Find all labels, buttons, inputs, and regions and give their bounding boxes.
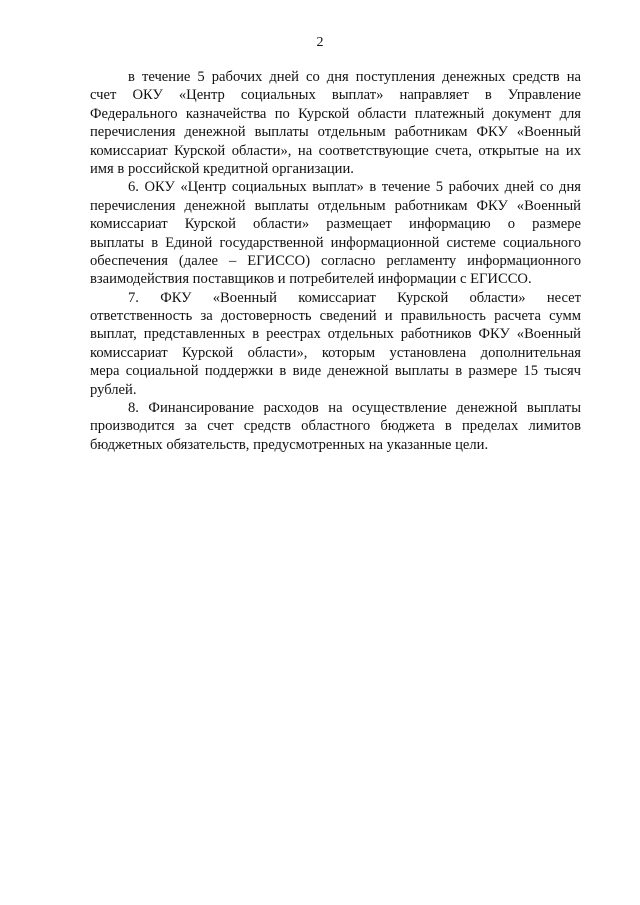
document-body bbox=[90, 68, 581, 454]
text-line: ответственность за достоверность сведений и правильность расчета сумм bbox=[90, 308, 581, 325]
text-line: комиссариат Курской области» размещает информацию о размере bbox=[90, 216, 581, 233]
text-line: мера социальной поддержки в виде денежной выплаты в размере 15 тысяч bbox=[90, 363, 581, 380]
text-line: производится за счет средств областного бюджета в пределах лимитов bbox=[90, 418, 581, 435]
text-line: в течение 5 рабочих дней со дня поступления денежных средств на bbox=[128, 69, 581, 85]
page-number: 2 bbox=[316, 35, 324, 50]
text-line: комиссариат Курской области», на соответствующие счета, открытые на их bbox=[90, 142, 581, 159]
text-line: взаимодействия поставщиков и потребителей информации с ЕГИССО. bbox=[90, 271, 532, 288]
text-line: Федерального казначейства по Курской области платежный документ для bbox=[90, 105, 581, 122]
text-line: 8. Финансирование расходов на осуществление денежной выплаты bbox=[128, 400, 581, 417]
text-line: 6. ОКУ «Центр социальных выплат» в течение 5 рабочих дней со дня bbox=[128, 179, 581, 196]
text-line: бюджетных обязательств, предусмотренных на указанные цели. bbox=[90, 436, 489, 453]
text-line: 7. ФКУ «Военный комиссариат Курской области» несет bbox=[128, 289, 581, 306]
text-line: рублей. bbox=[90, 381, 137, 398]
text-line: комиссариат Курской области», которым установлена дополнительная bbox=[90, 344, 581, 361]
text-line: перечисления денежной выплаты отдельным работникам ФКУ «Военный bbox=[90, 197, 581, 214]
text-line: перечисления денежной выплаты отдельным работникам ФКУ «Военный bbox=[90, 124, 581, 141]
text-line: выплат, представленных в реестрах отдельных работников ФКУ «Военный bbox=[90, 326, 581, 343]
text-line: обеспечения (далее – ЕГИССО) согласно регламенту информационного bbox=[90, 252, 581, 269]
text-line: выплаты в Единой государственной информационной системе социального bbox=[90, 234, 581, 251]
text-line: счет ОКУ «Центр социальных выплат» направляет в Управление bbox=[90, 87, 581, 104]
text-line: имя в российской кредитной организации. bbox=[90, 160, 354, 177]
